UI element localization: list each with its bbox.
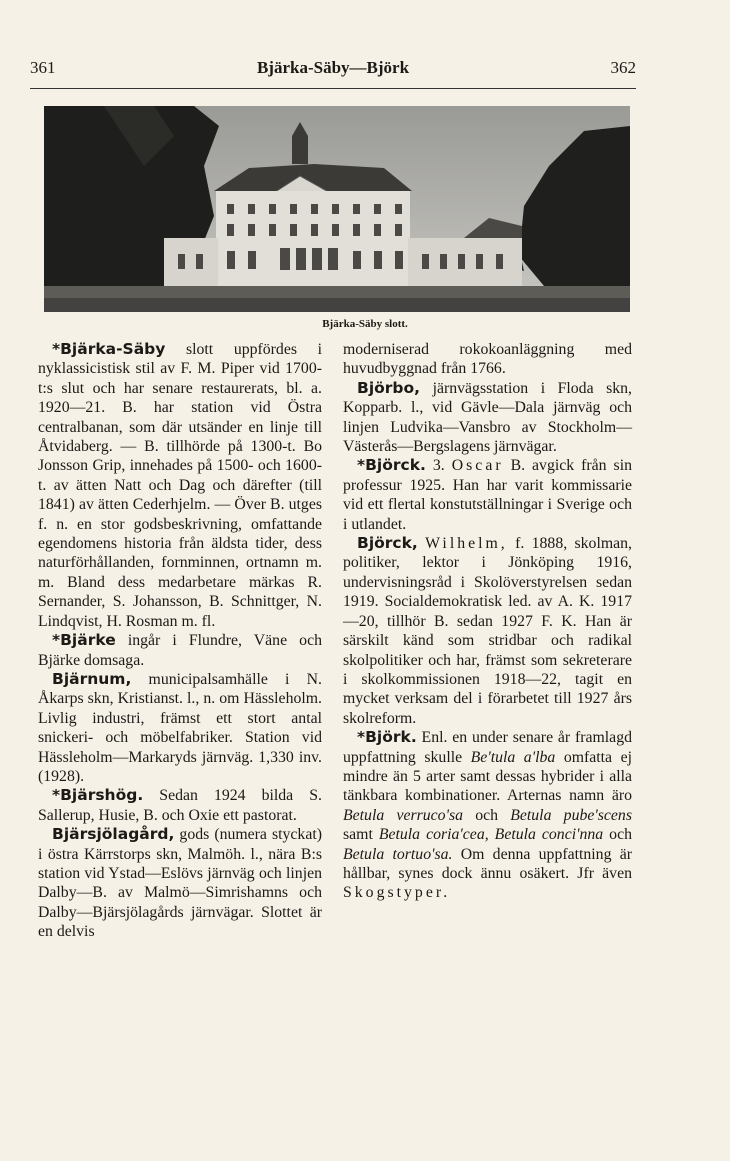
entry-bjarsjolagard: Bjärsjölagård, gods (numera styckat) i östra Kärrstorps skn, Malmöh. l., nära B:s station vid Ystad—Eslövs järnväg och linjen Dalby—B. av Malmö—Simrishamns och Dalby—Bjärsjölagårds järnvägar. Slottet är en delvis (38, 825, 322, 941)
entry-headword: Björbo, (357, 378, 421, 397)
entry-headword: *Björck. (357, 456, 426, 475)
entry-bjarnum: Bjärnum, municipalsamhälle i N. Åkarps skn, Kristianst. l., n. om Hässleholm. Livlig industri, främst ett stort antal snickeri- och möbelfabriker. Station vid Hässleholm—Markaryds järnväg. 1,330 inv. (1928). (38, 669, 322, 785)
continued-text: moderniserad rokokoanläggning med huvudbyggnad från 1766. (343, 341, 632, 378)
entry-headword: *Bjärka-Säby (52, 340, 166, 358)
entry-bjorck-oscar: *Björck. 3. Oscar B. avgick från sin professur 1925. Han har varit kommissarie vid ett flertal konstutställningar i Sverige och i utlandet. (343, 456, 632, 533)
person-name: Oscar (451, 457, 504, 475)
entry-headword: *Bjärshög. (52, 786, 144, 805)
page-number-left: 361 (30, 58, 56, 77)
entry-headword: *Bjärke (52, 631, 116, 650)
entry-bjarka-saby: *Bjärka-Säby slott uppfördes i nyklassicistisk stil av F. M. Piper vid 1700-t:s slut och har senare restaurerats, bl. a. 1920—21. B. har station vid Östra centralbanan, som där utsänder en linje till Åtvidaberg. — B. tillhörde på 1300-t. Bo Jonsson Grip, innehades på 1500- och 1600-t. av ätten Natt och Dag och därefter (till 1841) av ätten Cederhjelm. — Över B. utges f. n. en stor godsbeskrivning, omfattande egendomens historia från äldsta tider, dess naturförhållanden, fornminnen, ortnamn m. m. Bland dess medarbetare märkas R. Sernander, S. Johansson, B. Schnittger, N. Lindqvist, H. Rosman m. fl. (38, 340, 322, 630)
entry-bjarke: *Bjärke ingår i Flundre, Väne och Bjärke domsaga. (38, 631, 322, 669)
photo-caption: Bjärka-Säby slott. (322, 318, 408, 330)
entry-bjarshog: *Bjärshög. Sedan 1924 bilda S. Sallerup, Husie, B. och Oxie ett pastorat. (38, 786, 322, 824)
cross-reference: Skogstyper. (343, 884, 451, 902)
right-column (343, 340, 632, 903)
entry-bjorck-wilhelm: Björck, Wilhelm, f. 1888, skolman, politiker, lektor i Jönköping 1916, undervisningsråd i Skolöverstyrelsen sedan 1919. Socialdemokratisk led. av A. K. 1917—20, tillhör B. sedan 1927 F. K. Han är särskilt känd som stridbar och radikal skolpolitiker och har, främst som sekreterare i skolkommissionen 1918—22, tagit en mycket verksam del i förarbetet till 1927 års skolreform. (343, 534, 632, 727)
entry-headword: *Björk. (357, 728, 417, 747)
person-name: Wilhelm, (425, 535, 508, 553)
entry-bjork: *Björk. Enl. en under senare år framlagd uppfattning skulle Be'tula a'lba omfatta ej mindre än 5 arter samt dessas hybrider i alla tänkbara kombinationer. Arternas namn äro Betula verruco'sa och Betula pube'scens samt Betula coria'cea, Betula conci'nna och Betula tortuo'sa. Om denna uppfattning är hållbar, synes dock ännu osäkert. Jfr även Skogstyper. (343, 728, 633, 902)
castle-photo (44, 106, 630, 312)
entry-headword: Bjärnum, (52, 669, 132, 688)
running-header (30, 58, 636, 88)
page-number-right: 362 (610, 58, 636, 77)
running-title: Bjärka-Säby—Björk (256, 58, 410, 77)
left-column (38, 340, 322, 942)
header-rule (30, 88, 636, 89)
entry-bjorbo: Björbo, järnvägsstation i Floda skn, Kopparb. l., vid Gävle—Dala järnväg och linjen Ludvika—Vansbro av Stockholm—Västerås—Bergslagens järnvägar. (343, 378, 632, 456)
entry-headword: Björck, (357, 534, 418, 553)
entry-headword: Bjärsjölagård, (52, 825, 175, 844)
